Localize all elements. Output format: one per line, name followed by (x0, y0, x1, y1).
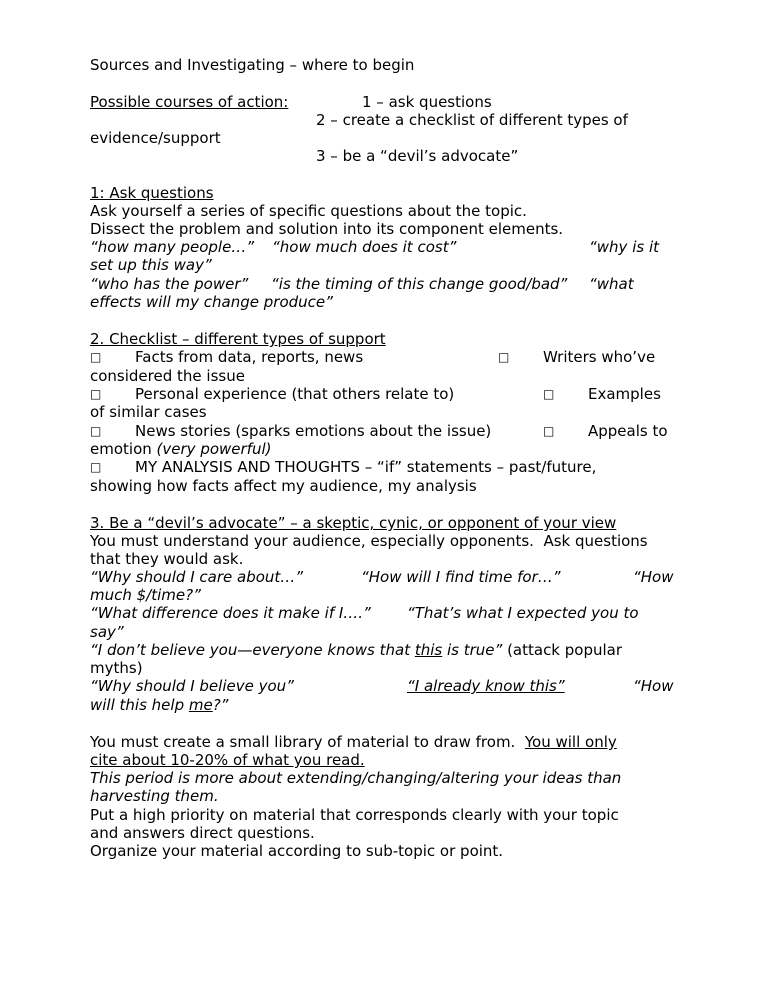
course-item-3: 3 – be a “devil’s advocate” (316, 147, 519, 165)
closing-line: This period is more about extending/changing/altering your ideas than (90, 769, 622, 787)
section1-heading: 1: Ask questions (90, 184, 214, 202)
opponent-quote: “That’s what I expected you to (407, 604, 639, 622)
courses-label: Possible courses of action: (90, 93, 289, 111)
checklist-item: emotion (very powerful) (90, 440, 272, 458)
opponent-quote: “What difference does it make if I….” (90, 604, 371, 622)
section1-line: Ask yourself a series of specific questions about the topic. (90, 202, 527, 220)
section3-intro: You must understand your audience, especially opponents. Ask questions (90, 532, 648, 550)
document-title: Sources and Investigating – where to begin (90, 56, 415, 74)
section2-heading: 2. Checklist – different types of support (90, 330, 386, 348)
question-quote: set up this way” (90, 256, 212, 274)
checklist-item: showing how facts affect my audience, my analysis (90, 477, 477, 495)
checkbox-icon: □ (90, 460, 102, 474)
closing-line: and answers direct questions. (90, 824, 315, 842)
course-item-2: 2 – create a checklist of different types of (316, 111, 628, 129)
question-quote: “is the timing of this change good/bad” (271, 275, 568, 293)
checklist-item: of similar cases (90, 403, 207, 421)
opponent-quote: “I don’t believe you—everyone knows that this is true” (attack popular (90, 641, 623, 659)
checklist-item: Facts from data, reports, news (135, 348, 364, 366)
closing-line: Organize your material according to sub-topic or point. (90, 842, 504, 860)
opponent-quote: “I already know this” (407, 677, 565, 695)
opponent-quote: much $/time?” (90, 586, 201, 604)
opponent-quote: “How (633, 568, 674, 586)
question-quote: “who has the power” (90, 275, 249, 293)
question-quote: “how many people…” (90, 238, 255, 256)
question-quote: effects will my change produce” (90, 293, 333, 311)
checkbox-icon: □ (498, 350, 510, 364)
opponent-quote: “Why should I believe you” (90, 677, 294, 695)
checkbox-icon: □ (90, 387, 102, 401)
closing-line: harvesting them. (90, 787, 219, 805)
checklist-item: MY ANALYSIS AND THOUGHTS – “if” statements – past/future, (135, 458, 597, 476)
opponent-quote: “How will I find time for…” (361, 568, 561, 586)
checkbox-icon: □ (543, 424, 555, 438)
closing-line: Put a high priority on material that corresponds clearly with your topic (90, 806, 619, 824)
closing-line: You must create a small library of material to draw from. You will only (90, 733, 617, 751)
section3-intro: that they would ask. (90, 550, 244, 568)
opponent-quote: “How (633, 677, 674, 695)
opponent-quote: will this help me?” (90, 696, 229, 714)
question-quote: “why is it (589, 238, 659, 256)
question-quote: “what (589, 275, 634, 293)
opponent-quote: myths) (90, 659, 143, 677)
closing-line: cite about 10-20% of what you read. (90, 751, 365, 769)
checklist-item: Personal experience (that others relate to) (135, 385, 455, 403)
question-quote: “how much does it cost” (272, 238, 457, 256)
course-item-2-cont: evidence/support (90, 129, 221, 147)
opponent-quote: “Why should I care about…” (90, 568, 304, 586)
section3-heading: 3. Be a “devil’s advocate” – a skeptic, cynic, or opponent of your view (90, 514, 617, 532)
checklist-item: Writers who’ve (543, 348, 656, 366)
opponent-quote: say” (90, 623, 124, 641)
checkbox-icon: □ (90, 424, 102, 438)
checklist-item: News stories (sparks emotions about the issue) (135, 422, 492, 440)
checkbox-icon: □ (543, 387, 555, 401)
checklist-item: Examples (588, 385, 661, 403)
course-item-1: 1 – ask questions (362, 93, 492, 111)
section1-line: Dissect the problem and solution into its component elements. (90, 220, 564, 238)
checkbox-icon: □ (90, 350, 102, 364)
checklist-item: Appeals to (588, 422, 668, 440)
checklist-item: considered the issue (90, 367, 245, 385)
